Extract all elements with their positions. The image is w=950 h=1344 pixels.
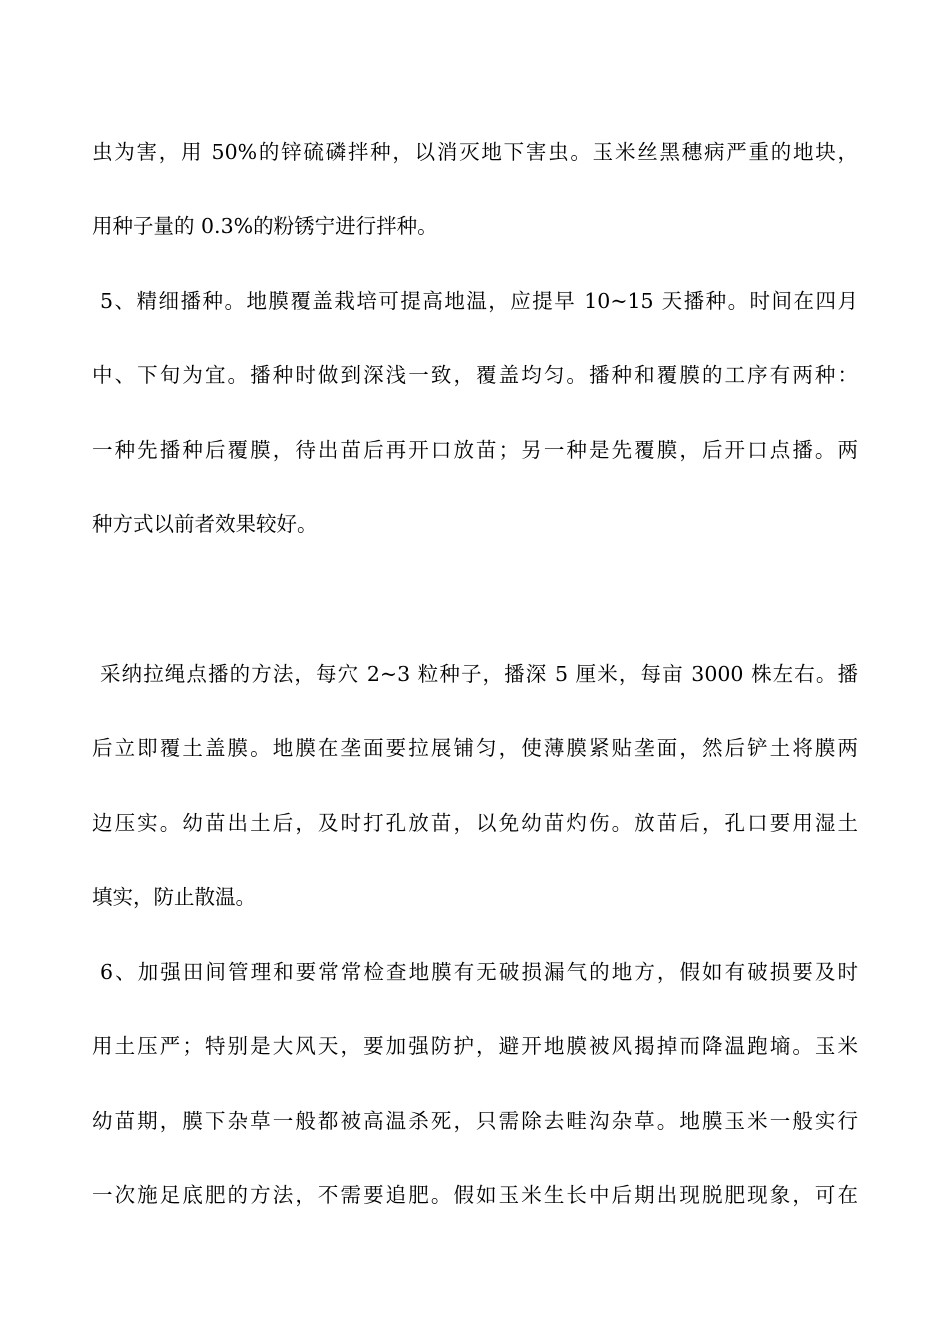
text-line: 虫为害，用 50%的锌硫磷拌种，以消灭地下害虫。玉米丝黑穗病严重的地块， <box>92 140 858 164</box>
text-line: 用种子量的 0.3%的粉锈宁进行拌种。 <box>92 214 438 238</box>
text-line: 用土压严；特别是大风天，要加强防护，避开地膜被风揭掉而降温跑墒。玉米 <box>92 1034 858 1058</box>
text-line: 边压实。幼苗出土后，及时打孔放苗，以免幼苗灼伤。放苗后，孔口要用湿土 <box>92 811 858 835</box>
text-line: 后立即覆土盖膜。地膜在垄面要拉展铺匀，使薄膜紧贴垄面，然后铲土将膜两 <box>92 736 858 760</box>
text-line: 种方式以前者效果较好。 <box>92 512 318 536</box>
text-line: 6、加强田间管理和要常常检查地膜有无破损漏气的地方，假如有破损要及时 <box>100 960 858 984</box>
text-line: 填实，防止散温。 <box>92 885 256 909</box>
text-line: 幼苗期，膜下杂草一般都被高温杀死，只需除去畦沟杂草。地膜玉米一般实行 <box>92 1109 858 1133</box>
text-line: 一种先播种后覆膜，待出苗后再开口放苗；另一种是先覆膜，后开口点播。两 <box>92 438 858 462</box>
text-line: 采纳拉绳点播的方法，每穴 2~3 粒种子，播深 5 厘米，每亩 3000 株左右。播 <box>100 662 858 686</box>
text-line: 5、精细播种。地膜覆盖栽培可提高地温，应提早 10~15 天播种。时间在四月 <box>100 289 858 313</box>
text-line: 一次施足底肥的方法，不需要追肥。假如玉米生长中后期出现脱肥现象，可在 <box>92 1183 858 1207</box>
text-line: 中、下旬为宜。播种时做到深浅一致，覆盖均匀。播种和覆膜的工序有两种： <box>92 363 858 387</box>
